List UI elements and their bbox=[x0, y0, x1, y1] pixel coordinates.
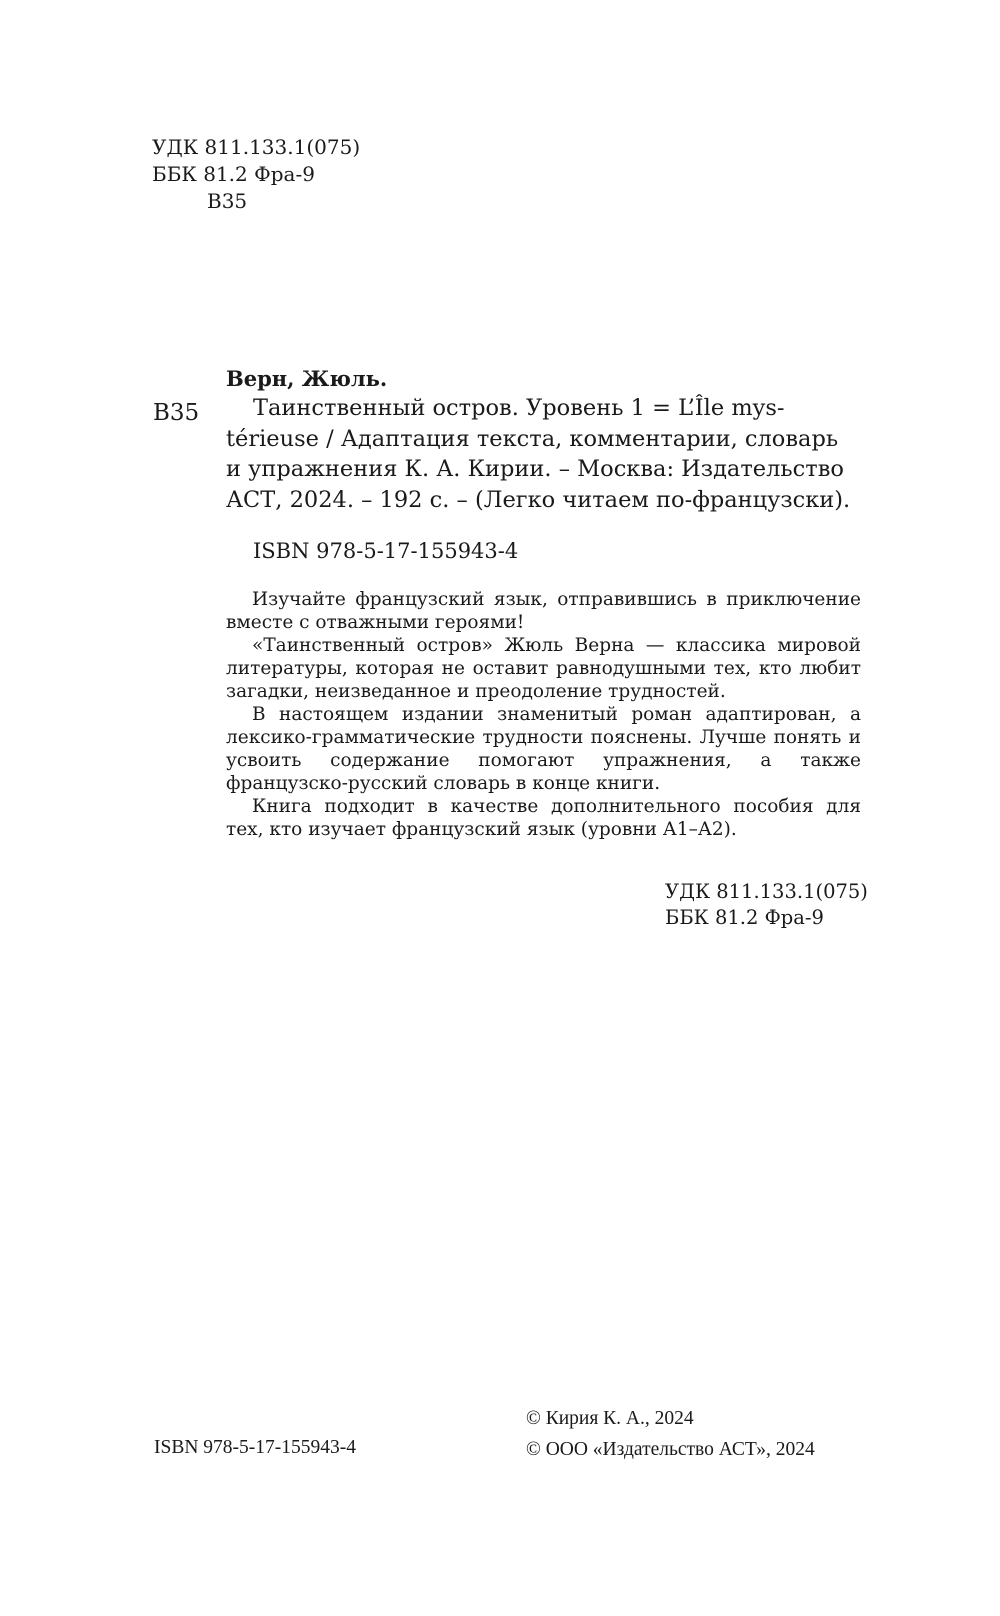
annotation-paragraph: Книга подходит в качестве дополнительного пособия для тех, кто изучает французский язык (уровни А1–А2). bbox=[226, 796, 861, 840]
bbk-code: ББК 81.2 Фра-9 bbox=[665, 906, 824, 929]
description-line: АСТ, 2024. – 192 с. – (Легко читаем по-французски). bbox=[226, 486, 851, 513]
udk-code: УДК 811.133.1(075) bbox=[152, 135, 361, 159]
author-mark: В35 bbox=[207, 189, 248, 213]
author-name: Верн, Жюль. bbox=[226, 366, 388, 391]
description-line: térieuse / Адаптация текста, комментарии, словарь bbox=[226, 425, 839, 452]
copyright-author: © Кирия К. А., 2024 bbox=[526, 1408, 694, 1429]
isbn: ISBN 978-5-17-155943-4 bbox=[253, 539, 519, 563]
bbk-code: ББК 81.2 Фра-9 bbox=[152, 162, 315, 186]
author-mark-entry: В35 bbox=[153, 400, 200, 426]
udk-block-top bbox=[152, 134, 360, 215]
description-line: Таинственный остров. Уровень 1 = L’Île mys- bbox=[253, 395, 785, 421]
udk-code: УДК 811.133.1(075) bbox=[665, 880, 868, 903]
udk-block-right bbox=[665, 879, 868, 931]
copyright-block bbox=[526, 1403, 815, 1465]
isbn-footer: ISBN 978-5-17-155943-4 bbox=[154, 1437, 357, 1458]
annotation-paragraph: Изучайте французский язык, отправившись в приключение вместе с отважными героями! bbox=[226, 589, 861, 633]
description-line: и упражнения К. А. Кирии. – Москва: Издательство bbox=[226, 456, 844, 482]
annotation bbox=[226, 588, 861, 841]
annotation-paragraph: В настоящем издании знаменитый роман адаптирован, а лексико-грамматические трудности пояснены. Лучше понять и усвоить содержание помогают упражнения, а также французско-русский словарь в конце книги. bbox=[226, 704, 861, 794]
annotation-paragraph: «Таинственный остров» Жюль Верна — классика мировой литературы, которая не оставит равнодушными тех, кто любит загадки, неизведанное и преодоление трудностей. bbox=[226, 635, 861, 702]
copyright-publisher: © ООО «Издательство АСТ», 2024 bbox=[526, 1439, 815, 1460]
bibliographic-description bbox=[226, 393, 861, 515]
